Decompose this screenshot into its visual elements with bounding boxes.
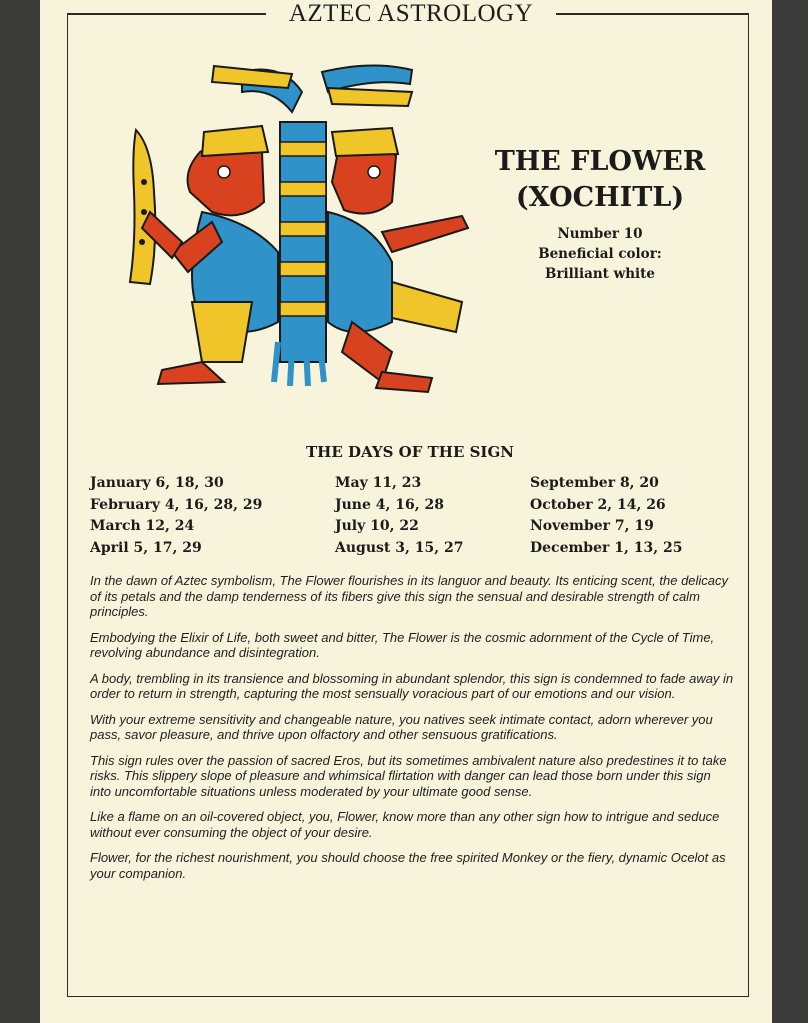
- masthead-rule-left: [67, 13, 269, 15]
- masthead-title: AZTEC ASTROLOGY: [266, 0, 556, 28]
- description-paragraph: Like a flame on an oil-covered object, you, Flower, know more than any other sign how to intrigue and seduce without ever consuming the object of your desire.: [90, 809, 720, 840]
- days-entry: July 10, 22: [335, 518, 419, 534]
- days-heading: THE DAYS OF THE SIGN: [306, 443, 514, 461]
- days-entry: February 4, 16, 28, 29: [90, 496, 263, 513]
- days-entry: March 12, 24: [90, 518, 195, 534]
- days-entry: January 6, 18, 30: [90, 475, 224, 491]
- beneficial-color-value: Brilliant white: [545, 266, 655, 282]
- days-column-3: [530, 473, 682, 559]
- masthead-rule-right: [552, 13, 749, 15]
- description-paragraph: With your extreme sensitivity and changeable nature, you natives seek intimate contact, adorn wherever you pass, savor pleasure, and thrive upon olfactory and other sensuous gratifications.: [90, 711, 713, 742]
- days-entry: September 8, 20: [530, 475, 659, 491]
- description-paragraph: Embodying the Elixir of Life, both sweet and bitter, The Flower is the cosmic adornment of the Cycle of Time, revolving abundance and disintegration.: [90, 629, 715, 660]
- days-entry: October 2, 14, 26: [530, 496, 666, 513]
- days-entry: August 3, 15, 27: [335, 539, 464, 556]
- description-paragraph: A body, trembling in its transience and blossoming in abundant splendor, this sign is condemned to fade away in order to return in strength, capturing the most sensually voracious part of our emotions and our vision.: [90, 670, 734, 701]
- sign-description: [90, 573, 735, 891]
- description-paragraph: In the dawn of Aztec symbolism, The Flower flourishes in its languor and beauty. Its enticing scent, the delicacy of its petals and the damp tenderness of its fibers give this sign the sensual and desirable strength of calm principles.: [90, 573, 729, 619]
- sign-number: Number 10: [557, 226, 643, 242]
- days-entry: April 5, 17, 29: [90, 539, 202, 556]
- sign-title: THE FLOWER: [494, 146, 706, 177]
- days-column-2: [335, 473, 463, 559]
- description-paragraph: This sign rules over the passion of sacred Eros, but its sometimes ambivalent nature also predestines it to take risks. This slippery slope of pleasure and whimsical flirtation with danger can lead those born under this sign into uncomfortable situations unless moderated by your ultimate good sense.: [90, 752, 727, 799]
- card-page: [40, 0, 772, 1023]
- codex-illustration: [92, 52, 480, 400]
- description-paragraph: Flower, for the richest nourishment, you should choose the free spirited Monkey or the fiery, dynamic Ocelot as your companion.: [90, 850, 726, 881]
- sign-subtitle: (XOCHITL): [515, 182, 685, 213]
- days-entry: November 7, 19: [530, 518, 654, 534]
- beneficial-color-label: Beneficial color:: [538, 246, 662, 262]
- days-entry: May 11, 23: [335, 475, 422, 491]
- days-column-1: [90, 473, 262, 559]
- days-entry: June 4, 16, 28: [335, 496, 444, 513]
- days-entry: December 1, 13, 25: [530, 539, 683, 556]
